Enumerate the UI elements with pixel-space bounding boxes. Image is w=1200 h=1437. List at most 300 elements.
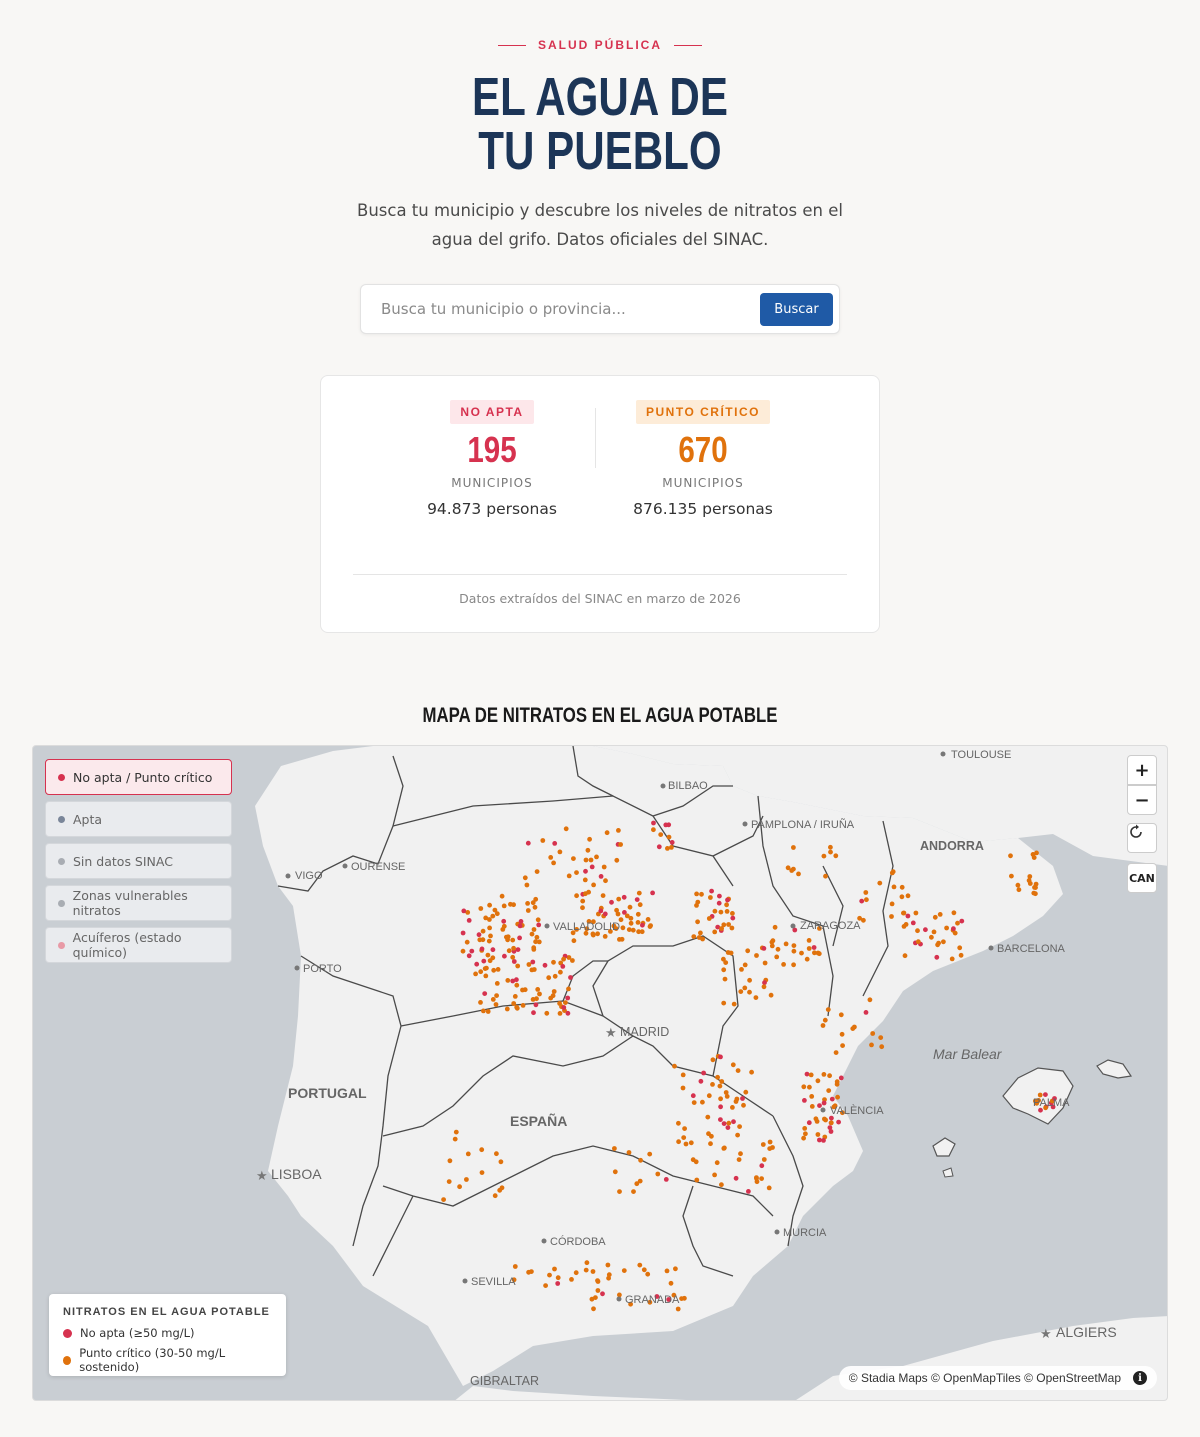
municipality-dot[interactable] (590, 865, 595, 870)
municipality-dot[interactable] (665, 1269, 670, 1274)
municipality-dot[interactable] (914, 911, 919, 916)
municipality-dot[interactable] (646, 917, 651, 922)
municipality-dot[interactable] (487, 903, 492, 908)
municipality-dot[interactable] (708, 1141, 713, 1146)
municipality-dot[interactable] (535, 987, 540, 992)
municipality-dot[interactable] (521, 1003, 526, 1008)
municipality-dot[interactable] (566, 1011, 571, 1016)
municipality-dot[interactable] (493, 1193, 498, 1198)
municipality-dot[interactable] (890, 902, 895, 907)
municipality-dot[interactable] (786, 865, 791, 870)
municipality-dot[interactable] (540, 838, 545, 843)
municipality-dot[interactable] (600, 1291, 605, 1296)
municipality-dot[interactable] (906, 893, 911, 898)
municipality-dot[interactable] (546, 975, 551, 980)
municipality-dot[interactable] (534, 1002, 539, 1007)
municipality-dot[interactable] (638, 902, 643, 907)
municipality-dot[interactable] (691, 934, 696, 939)
municipality-dot[interactable] (478, 969, 483, 974)
municipality-dot[interactable] (725, 909, 730, 914)
municipality-dot[interactable] (682, 1126, 687, 1131)
municipality-dot[interactable] (812, 950, 817, 955)
municipality-dot[interactable] (801, 1084, 806, 1089)
municipality-dot[interactable] (892, 885, 897, 890)
municipality-dot[interactable] (840, 1032, 845, 1037)
municipality-dot[interactable] (828, 850, 833, 855)
municipality-dot[interactable] (558, 850, 563, 855)
municipality-dot[interactable] (526, 908, 531, 913)
municipality-dot[interactable] (634, 1181, 639, 1186)
municipality-dot[interactable] (568, 975, 573, 980)
municipality-dot[interactable] (889, 914, 894, 919)
municipality-dot[interactable] (557, 1001, 562, 1006)
municipality-dot[interactable] (689, 1140, 694, 1145)
municipality-dot[interactable] (754, 953, 759, 958)
municipality-dot[interactable] (525, 883, 530, 888)
municipality-dot[interactable] (494, 1151, 499, 1156)
municipality-dot[interactable] (724, 902, 729, 907)
municipality-dot[interactable] (816, 1132, 821, 1137)
municipality-dot[interactable] (900, 894, 905, 899)
municipality-dot[interactable] (878, 1035, 883, 1040)
municipality-dot[interactable] (726, 1121, 731, 1126)
municipality-dot[interactable] (863, 890, 868, 895)
municipality-dot[interactable] (612, 1146, 617, 1151)
municipality-dot[interactable] (453, 1137, 458, 1142)
municipality-dot[interactable] (594, 855, 599, 860)
municipality-dot[interactable] (936, 941, 941, 946)
municipality-dot[interactable] (669, 845, 674, 850)
municipality-dot[interactable] (584, 1268, 589, 1273)
municipality-dot[interactable] (869, 1043, 874, 1048)
municipality-dot[interactable] (902, 911, 907, 916)
municipality-dot[interactable] (483, 966, 488, 971)
municipality-dot[interactable] (621, 925, 626, 930)
info-icon[interactable]: i (1133, 1371, 1147, 1385)
municipality-dot[interactable] (826, 1007, 831, 1012)
municipality-dot[interactable] (527, 962, 532, 967)
municipality-dot[interactable] (730, 916, 735, 921)
municipality-dot[interactable] (769, 993, 774, 998)
municipality-dot[interactable] (548, 855, 553, 860)
municipality-dot[interactable] (515, 964, 520, 969)
municipality-dot[interactable] (601, 893, 606, 898)
municipality-dot[interactable] (635, 897, 640, 902)
municipality-dot[interactable] (487, 926, 492, 931)
municipality-dot[interactable] (514, 983, 519, 988)
municipality-dot[interactable] (629, 916, 634, 921)
municipality-dot[interactable] (536, 917, 541, 922)
municipality-dot[interactable] (603, 912, 608, 917)
municipality-dot[interactable] (929, 935, 934, 940)
municipality-dot[interactable] (736, 1068, 741, 1073)
municipality-dot[interactable] (551, 960, 556, 965)
municipality-dot[interactable] (561, 1005, 566, 1010)
municipality-dot[interactable] (447, 1179, 452, 1184)
municipality-dot[interactable] (596, 1288, 601, 1293)
municipality-dot[interactable] (812, 945, 817, 950)
municipality-dot[interactable] (891, 869, 896, 874)
municipality-dot[interactable] (774, 955, 779, 960)
municipality-dot[interactable] (718, 1096, 723, 1101)
municipality-dot[interactable] (491, 997, 496, 1002)
municipality-dot[interactable] (708, 895, 713, 900)
municipality-dot[interactable] (603, 934, 608, 939)
municipality-dot[interactable] (567, 874, 572, 879)
municipality-dot[interactable] (791, 962, 796, 967)
municipality-dot[interactable] (722, 1146, 727, 1151)
municipality-dot[interactable] (647, 1152, 652, 1157)
municipality-dot[interactable] (836, 1120, 841, 1125)
search-button[interactable]: Buscar (760, 293, 833, 326)
municipality-dot[interactable] (719, 910, 724, 915)
municipality-dot[interactable] (560, 964, 565, 969)
municipality-dot[interactable] (583, 878, 588, 883)
municipality-dot[interactable] (829, 1120, 834, 1125)
municipality-dot[interactable] (490, 914, 495, 919)
municipality-dot[interactable] (491, 968, 496, 973)
municipality-dot[interactable] (810, 1104, 815, 1109)
municipality-dot[interactable] (717, 901, 722, 906)
municipality-dot[interactable] (705, 1115, 710, 1120)
municipality-dot[interactable] (959, 953, 964, 958)
municipality-dot[interactable] (776, 947, 781, 952)
municipality-dot[interactable] (591, 1269, 596, 1274)
municipality-dot[interactable] (487, 939, 492, 944)
municipality-dot[interactable] (591, 933, 596, 938)
municipality-dot[interactable] (826, 1088, 831, 1093)
municipality-dot[interactable] (745, 948, 750, 953)
municipality-dot[interactable] (638, 1158, 643, 1163)
municipality-dot[interactable] (953, 931, 958, 936)
municipality-dot[interactable] (770, 1145, 775, 1150)
municipality-dot[interactable] (817, 951, 822, 956)
municipality-dot[interactable] (717, 894, 722, 899)
municipality-dot[interactable] (829, 1129, 834, 1134)
municipality-dot[interactable] (551, 861, 556, 866)
municipality-dot[interactable] (822, 1101, 827, 1106)
municipality-dot[interactable] (731, 1062, 736, 1067)
municipality-dot[interactable] (515, 1006, 520, 1011)
search-input[interactable] (381, 285, 751, 333)
municipality-dot[interactable] (494, 1002, 499, 1007)
municipality-dot[interactable] (805, 1072, 810, 1077)
municipality-dot[interactable] (473, 972, 478, 977)
municipality-dot[interactable] (879, 1044, 884, 1049)
municipality-dot[interactable] (636, 920, 641, 925)
municipality-dot[interactable] (628, 905, 633, 910)
municipality-dot[interactable] (622, 1268, 627, 1273)
municipality-dot[interactable] (556, 1275, 561, 1280)
municipality-dot[interactable] (691, 1157, 696, 1162)
municipality-dot[interactable] (694, 892, 699, 897)
municipality-dot[interactable] (530, 932, 535, 937)
municipality-dot[interactable] (493, 908, 498, 913)
nitrate-map[interactable] (32, 745, 1168, 1401)
municipality-dot[interactable] (1032, 885, 1037, 890)
municipality-dot[interactable] (622, 895, 627, 900)
municipality-dot[interactable] (563, 1000, 568, 1005)
municipality-dot[interactable] (959, 919, 964, 924)
municipality-dot[interactable] (1033, 891, 1038, 896)
municipality-dot[interactable] (711, 1057, 716, 1062)
municipality-dot[interactable] (667, 835, 672, 840)
municipality-dot[interactable] (501, 919, 506, 924)
municipality-dot[interactable] (480, 1170, 485, 1175)
municipality-dot[interactable] (834, 1050, 839, 1055)
municipality-dot[interactable] (699, 892, 704, 897)
municipality-dot[interactable] (718, 1104, 723, 1109)
municipality-dot[interactable] (511, 946, 516, 951)
municipality-dot[interactable] (618, 842, 623, 847)
municipality-dot[interactable] (672, 1064, 677, 1069)
municipality-dot[interactable] (767, 1186, 772, 1191)
municipality-dot[interactable] (513, 1264, 518, 1269)
municipality-dot[interactable] (561, 957, 566, 962)
municipality-dot[interactable] (809, 1073, 814, 1078)
municipality-dot[interactable] (565, 996, 570, 1001)
layer-apta[interactable] (45, 801, 232, 837)
municipality-dot[interactable] (707, 1093, 712, 1098)
municipality-dot[interactable] (629, 921, 634, 926)
municipality-dot[interactable] (494, 993, 499, 998)
municipality-dot[interactable] (483, 974, 488, 979)
municipality-dot[interactable] (1009, 874, 1014, 879)
municipality-dot[interactable] (499, 1159, 504, 1164)
municipality-dot[interactable] (730, 911, 735, 916)
municipality-dot[interactable] (840, 1043, 845, 1048)
municipality-dot[interactable] (951, 926, 956, 931)
municipality-dot[interactable] (587, 837, 592, 842)
municipality-dot[interactable] (553, 974, 558, 979)
municipality-dot[interactable] (807, 946, 812, 951)
municipality-dot[interactable] (1027, 878, 1032, 883)
municipality-dot[interactable] (713, 909, 718, 914)
municipality-dot[interactable] (676, 1121, 681, 1126)
municipality-dot[interactable] (584, 858, 589, 863)
municipality-dot[interactable] (684, 1142, 689, 1147)
municipality-dot[interactable] (802, 1098, 807, 1103)
municipality-dot[interactable] (664, 1177, 669, 1182)
municipality-dot[interactable] (730, 1105, 735, 1110)
municipality-dot[interactable] (552, 1267, 557, 1272)
municipality-dot[interactable] (534, 996, 539, 1001)
zoom-in-button[interactable]: + (1127, 755, 1157, 785)
municipality-dot[interactable] (817, 1103, 822, 1108)
municipality-dot[interactable] (791, 867, 796, 872)
municipality-dot[interactable] (478, 906, 483, 911)
municipality-dot[interactable] (730, 926, 735, 931)
municipality-dot[interactable] (792, 949, 797, 954)
municipality-dot[interactable] (763, 961, 768, 966)
municipality-dot[interactable] (605, 830, 610, 835)
municipality-dot[interactable] (555, 1281, 560, 1286)
municipality-dot[interactable] (679, 1296, 684, 1301)
municipality-dot[interactable] (636, 912, 641, 917)
municipality-dot[interactable] (807, 1085, 812, 1090)
municipality-dot[interactable] (681, 1135, 686, 1140)
municipality-dot[interactable] (692, 1100, 697, 1105)
municipality-dot[interactable] (670, 840, 675, 845)
municipality-dot[interactable] (700, 937, 705, 942)
municipality-dot[interactable] (500, 927, 505, 932)
municipality-dot[interactable] (609, 900, 614, 905)
municipality-dot[interactable] (488, 934, 493, 939)
municipality-dot[interactable] (519, 919, 524, 924)
municipality-dot[interactable] (723, 977, 728, 982)
municipality-dot[interactable] (651, 821, 656, 826)
municipality-dot[interactable] (511, 1001, 516, 1006)
layer-no-apta-punto-critico[interactable] (45, 759, 232, 795)
municipality-dot[interactable] (732, 1002, 737, 1007)
municipality-dot[interactable] (822, 1072, 827, 1077)
layer-sin-datos[interactable] (45, 843, 232, 879)
municipality-dot[interactable] (906, 914, 911, 919)
municipality-dot[interactable] (721, 967, 726, 972)
municipality-dot[interactable] (923, 927, 928, 932)
municipality-dot[interactable] (715, 1160, 720, 1165)
municipality-dot[interactable] (718, 1084, 723, 1089)
municipality-dot[interactable] (457, 1184, 462, 1189)
municipality-dot[interactable] (583, 869, 588, 874)
municipality-dot[interactable] (681, 1086, 686, 1091)
municipality-dot[interactable] (852, 1025, 857, 1030)
municipality-dot[interactable] (510, 938, 515, 943)
municipality-dot[interactable] (477, 932, 482, 937)
municipality-dot[interactable] (543, 1283, 548, 1288)
municipality-dot[interactable] (712, 1173, 717, 1178)
municipality-dot[interactable] (531, 900, 536, 905)
municipality-dot[interactable] (502, 904, 507, 909)
municipality-dot[interactable] (725, 898, 730, 903)
municipality-dot[interactable] (676, 1139, 681, 1144)
municipality-dot[interactable] (726, 950, 731, 955)
municipality-dot[interactable] (762, 946, 767, 951)
municipality-dot[interactable] (715, 1075, 720, 1080)
municipality-dot[interactable] (650, 891, 655, 896)
municipality-dot[interactable] (532, 967, 537, 972)
municipality-dot[interactable] (1027, 874, 1032, 879)
municipality-dot[interactable] (801, 1136, 806, 1141)
municipality-dot[interactable] (761, 1142, 766, 1147)
municipality-dot[interactable] (657, 844, 662, 849)
municipality-dot[interactable] (1008, 853, 1013, 858)
municipality-dot[interactable] (669, 1281, 674, 1286)
municipality-dot[interactable] (737, 1124, 742, 1129)
municipality-dot[interactable] (707, 916, 712, 921)
municipality-dot[interactable] (821, 1023, 826, 1028)
municipality-dot[interactable] (719, 926, 724, 931)
municipality-dot[interactable] (933, 915, 938, 920)
municipality-dot[interactable] (859, 899, 864, 904)
municipality-dot[interactable] (740, 1096, 745, 1101)
municipality-dot[interactable] (602, 865, 607, 870)
municipality-dot[interactable] (952, 910, 957, 915)
municipality-dot[interactable] (502, 954, 507, 959)
municipality-dot[interactable] (479, 1147, 484, 1152)
municipality-dot[interactable] (781, 962, 786, 967)
municipality-dot[interactable] (762, 1157, 767, 1162)
municipality-dot[interactable] (807, 938, 812, 943)
municipality-dot[interactable] (478, 1000, 483, 1005)
municipality-dot[interactable] (773, 925, 778, 930)
municipality-dot[interactable] (762, 984, 767, 989)
municipality-dot[interactable] (617, 937, 622, 942)
municipality-dot[interactable] (735, 1133, 740, 1138)
municipality-dot[interactable] (823, 1118, 828, 1123)
municipality-dot[interactable] (739, 967, 744, 972)
municipality-dot[interactable] (718, 1117, 723, 1122)
municipality-dot[interactable] (599, 874, 604, 879)
municipality-dot[interactable] (805, 957, 810, 962)
municipality-dot[interactable] (491, 947, 496, 952)
municipality-dot[interactable] (902, 924, 907, 929)
municipality-dot[interactable] (796, 872, 801, 877)
municipality-dot[interactable] (637, 1263, 642, 1268)
municipality-dot[interactable] (737, 1157, 742, 1162)
municipality-dot[interactable] (746, 1189, 751, 1194)
municipality-dot[interactable] (695, 900, 700, 905)
municipality-dot[interactable] (932, 930, 937, 935)
municipality-dot[interactable] (645, 1272, 650, 1277)
municipality-dot[interactable] (1016, 883, 1021, 888)
municipality-dot[interactable] (695, 919, 700, 924)
municipality-dot[interactable] (755, 1179, 760, 1184)
municipality-dot[interactable] (726, 1125, 731, 1130)
municipality-dot[interactable] (731, 1119, 736, 1124)
municipality-dot[interactable] (566, 987, 571, 992)
municipality-dot[interactable] (749, 1070, 754, 1075)
municipality-dot[interactable] (461, 909, 466, 914)
municipality-dot[interactable] (1032, 855, 1037, 860)
municipality-dot[interactable] (552, 989, 557, 994)
municipality-dot[interactable] (712, 930, 717, 935)
municipality-dot[interactable] (558, 1011, 563, 1016)
municipality-dot[interactable] (586, 848, 591, 853)
municipality-dot[interactable] (835, 1095, 840, 1100)
municipality-dot[interactable] (768, 1140, 773, 1145)
municipality-dot[interactable] (719, 1079, 724, 1084)
municipality-dot[interactable] (627, 1150, 632, 1155)
municipality-dot[interactable] (480, 947, 485, 952)
municipality-dot[interactable] (828, 845, 833, 850)
municipality-dot[interactable] (520, 988, 525, 993)
municipality-dot[interactable] (759, 1163, 764, 1168)
municipality-dot[interactable] (637, 891, 642, 896)
municipality-dot[interactable] (525, 901, 530, 906)
municipality-dot[interactable] (915, 928, 920, 933)
municipality-dot[interactable] (574, 1270, 579, 1275)
municipality-dot[interactable] (718, 1055, 723, 1060)
municipality-dot[interactable] (526, 1270, 531, 1275)
municipality-dot[interactable] (709, 889, 714, 894)
municipality-dot[interactable] (481, 929, 486, 934)
municipality-dot[interactable] (552, 841, 557, 846)
municipality-dot[interactable] (1034, 851, 1039, 856)
municipality-dot[interactable] (738, 1151, 743, 1156)
municipality-dot[interactable] (877, 881, 882, 886)
municipality-dot[interactable] (572, 938, 577, 943)
municipality-dot[interactable] (710, 1082, 715, 1087)
municipality-dot[interactable] (830, 1097, 835, 1102)
municipality-dot[interactable] (742, 986, 747, 991)
municipality-dot[interactable] (467, 953, 472, 958)
municipality-dot[interactable] (482, 991, 487, 996)
municipality-dot[interactable] (957, 945, 962, 950)
municipality-dot[interactable] (617, 1189, 622, 1194)
municipality-dot[interactable] (944, 926, 949, 931)
municipality-dot[interactable] (941, 939, 946, 944)
